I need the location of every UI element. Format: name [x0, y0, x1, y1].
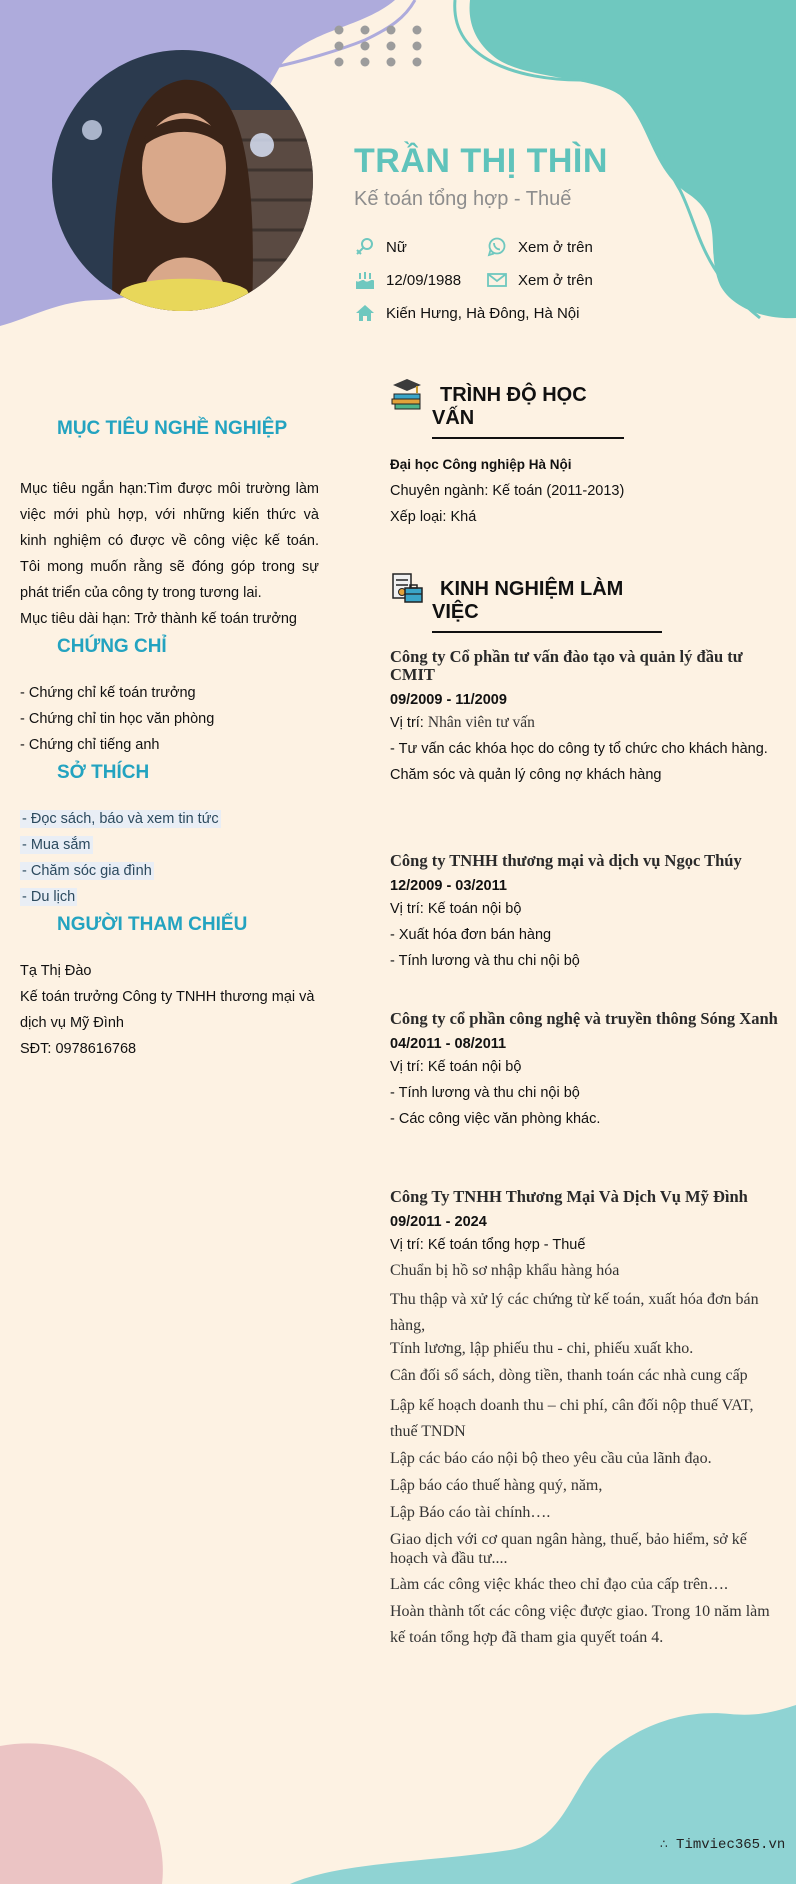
email-row: [486, 269, 593, 291]
gender-icon: [354, 236, 376, 258]
education-heading: [432, 384, 624, 439]
job-company: Công ty TNHH thương mại và dịch vụ Ngọc Thúy: [390, 851, 742, 870]
job-entry: [390, 1010, 782, 1132]
phone-value: Xem ở trên: [518, 238, 593, 256]
job-task: Lập báo cáo thuế hàng quý, năm,: [390, 1477, 603, 1494]
phone-row: [486, 236, 593, 258]
education-heading-text: TRÌNH ĐỘ HỌC VẤN: [432, 384, 587, 429]
job-task: Lập Báo cáo tài chính….: [390, 1504, 551, 1521]
hobbies-list: [20, 806, 221, 910]
job-task: Làm các công việc khác theo chỉ đạo của cấp trên….: [390, 1576, 729, 1593]
job-task: Tính lương, lập phiếu thu - chi, phiếu xuất kho.: [390, 1340, 694, 1357]
job-task: Cân đối sổ sách, dòng tiền, thanh toán các nhà cung cấp: [390, 1367, 748, 1384]
job-entry: [390, 1188, 782, 1651]
hobby-item: - Chăm sóc gia đình: [22, 863, 152, 879]
job-position: Vị trí: Kế toán nội bộ: [390, 1059, 522, 1075]
hobby-item: - Du lịch: [22, 889, 76, 905]
objective-short-term: Mục tiêu ngắn hạn:Tìm được môi trường làm việc mới phù hợp, với những kiến thức và kinh nghiệm có được về công việc kế toán. Tôi mong muốn rằng sẽ đóng góp trong sự phát triển của công ty trong tương lai.: [20, 481, 319, 601]
job-company: Công Ty TNHH Thương Mại Và Dịch Vụ Mỹ Đình: [390, 1187, 748, 1206]
job-task: - Tính lương và thu chi nội bộ: [390, 1085, 580, 1101]
hobby-item: - Đọc sách, báo và xem tin tức: [22, 811, 219, 827]
job-dates: 09/2011 - 2024: [390, 1214, 487, 1230]
certificate-item: - Chứng chỉ tin học văn phòng: [20, 711, 215, 727]
objective-heading: MỤC TIÊU NGHỀ NGHIỆP: [57, 418, 288, 439]
job-description: - Tư vấn các khóa học do công ty tổ chức cho khách hàng. Chăm sóc và quản lý công nợ khách hàng: [390, 741, 768, 783]
birthday-cake-icon: [354, 269, 376, 291]
whatsapp-icon: [486, 236, 508, 258]
candidate-name: TRẦN THỊ THÌN: [354, 142, 608, 180]
education-block: [390, 452, 780, 530]
education-school: Đại học Công nghiệp Hà Nội: [390, 457, 572, 472]
job-position: Vị trí: Kế toán tổng hợp - Thuế: [390, 1237, 586, 1253]
gender-row: [354, 236, 407, 258]
job-task: - Xuất hóa đơn bán hàng: [390, 927, 552, 943]
email-value: Xem ở trên: [518, 271, 593, 289]
address-row: [354, 302, 579, 324]
hobbies-heading: SỞ THÍCH: [57, 762, 150, 783]
job-task: Lập các báo cáo nội bộ theo yêu cầu của lãnh đạo.: [390, 1450, 712, 1467]
job-position-label: Vị trí:: [390, 715, 428, 731]
pink-blob: [0, 1743, 163, 1884]
reference-name: Tạ Thị Đào: [20, 963, 92, 979]
job-dates: 04/2011 - 08/2011: [390, 1036, 507, 1052]
certificate-item: - Chứng chỉ tiếng anh: [20, 737, 160, 753]
birthday-value: 12/09/1988: [386, 271, 462, 289]
job-task: Thu thập và xử lý các chứng từ kế toán, xuất hóa đơn bán hàng,: [390, 1291, 759, 1334]
job-position: [390, 710, 782, 736]
gender-value: Nữ: [386, 238, 407, 256]
certificate-item: - Chứng chỉ kế toán trưởng: [20, 685, 196, 701]
envelope-icon: [486, 269, 508, 291]
job-dates: 09/2009 - 11/2009: [390, 692, 507, 708]
job-task: - Các công việc văn phòng khác.: [390, 1111, 601, 1127]
job-entry: [390, 852, 782, 974]
job-company: Công ty Cổ phần tư vấn đào tạo và quản lý đầu tư CMIT: [390, 647, 743, 684]
home-icon: [354, 302, 376, 324]
job-task: Lập kế hoạch doanh thu – chi phí, cân đối nộp thuế VAT, thuế TNDN: [390, 1397, 754, 1440]
job-task: - Tính lương và thu chi nội bộ: [390, 953, 580, 969]
certificates-list: [20, 680, 214, 758]
brand-mark-icon: ∴: [660, 1837, 668, 1851]
job-dates: 12/2009 - 03/2011: [390, 878, 507, 894]
job-title: Kế toán tổng hợp - Thuế: [354, 188, 572, 210]
job-task: Hoàn thành tốt các công việc được giao. Trong 10 năm làm kế toán tổng hợp đã tham gia quyết toán 4.: [390, 1603, 770, 1646]
cyan-blob: [290, 1705, 796, 1884]
experience-heading-text: KINH NGHIỆM LÀM VIỆC: [432, 578, 624, 623]
references-heading: NGƯỜI THAM CHIẾU: [57, 914, 248, 935]
job-task: Giao dịch với cơ quan ngân hàng, thuế, bảo hiểm, sở kế hoạch và đầu tư....: [390, 1531, 747, 1567]
job-company: Công ty cổ phần công nghệ và truyền thông Sóng Xanh: [390, 1009, 778, 1028]
reference-phone: SĐT: 0978616768: [20, 1041, 137, 1057]
briefcase-certificate-icon: [390, 571, 424, 605]
books-graduation-icon: [390, 376, 424, 410]
address-value: Kiến Hưng, Hà Đông, Hà Nội: [386, 304, 580, 322]
job-entry: [390, 648, 782, 788]
birthday-row: [354, 269, 461, 291]
brand-text: Timviec365.vn: [676, 1837, 786, 1853]
education-grade: Xếp loại: Khá: [390, 509, 477, 525]
education-major: Chuyên ngành: Kế toán (2011-2013): [390, 483, 625, 499]
reference-position: Kế toán trưởng Công ty TNHH thương mại và dịch vụ Mỹ Đình: [20, 989, 315, 1031]
brand-watermark: [660, 1837, 785, 1853]
hobby-item: - Mua sắm: [22, 837, 91, 853]
objective-long-term: Mục tiêu dài hạn: Trở thành kế toán trưởng: [20, 611, 297, 627]
job-task: Chuẩn bị hồ sơ nhập khẩu hàng hóa: [390, 1262, 620, 1279]
experience-heading: [432, 578, 662, 633]
references-block: [20, 958, 325, 1062]
certificates-heading: CHỨNG CHỈ: [57, 636, 167, 657]
job-position: Vị trí: Kế toán nội bộ: [390, 901, 522, 917]
job-position-value: Nhân viên tư vấn: [427, 714, 535, 731]
avatar: [52, 50, 313, 311]
